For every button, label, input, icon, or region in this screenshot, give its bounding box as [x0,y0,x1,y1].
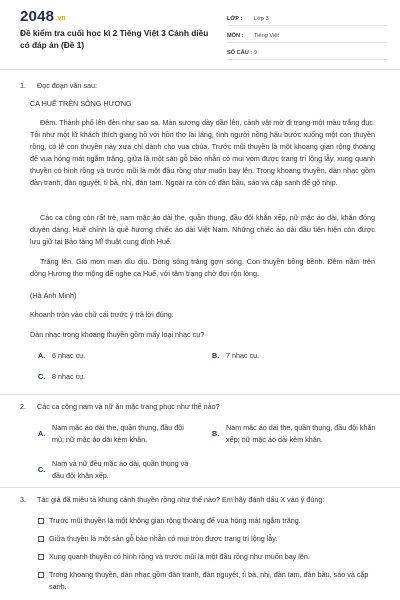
meta-row-class [227,12,387,26]
option-c[interactable] [38,458,192,482]
option-b[interactable] [212,422,386,446]
checkbox-label: Giữa thuyền là một sàn gỗ bào nhẵn có mui tròn được trang trí lộng lẫy. [49,534,278,543]
meta-value: Tiếng Việt [254,32,279,39]
passage-paragraph-2: Các ca công còn rất trẻ, nam mặc áo dài the, quần thụng, đầu đội khăn xếp, nữ mặc áo dài, khăn đóng duyên dáng. Huế chính là quê hương chiếc áo dài Việt Nam. Những chiếc áo dài đầu tiên hiện còn được lưu giữ tại Bảo tàng Mĩ thuật cung đình Huế. [30,213,375,246]
option-letter: B. [212,351,220,360]
question-number: 3. [20,495,26,504]
option-text: 8 nhạc cụ. [52,372,86,381]
meta-label: SỐ CÂU : [227,49,253,56]
question-prompt: Tác giả đã miêu tả khung cảnh thuyền rồng như thế nào? Em hãy đánh dấu X vào ý đúng: [37,495,325,504]
option-letter: A. [38,429,46,438]
checkbox-label: Trước mũi thuyền là một không gian rộng thoáng để vua hóng mát ngắm trăng. [49,516,301,525]
logo-suffix: .vn [55,15,66,22]
passage-paragraph-3: Trăng lên. Gió mơn man dìu dịu. Dòng sông trăng gợn sóng. Con thuyền bồng bềnh. Đêm nằm trên dòng Hương thơ mộng để nghe ca Huế, với tâm trạng chờ đợi rộn lòng. [30,257,375,278]
option-text: Nam và nữ đều mặc áo dài, quần thụng và đầu đội khăn xếp. [52,459,189,480]
checkbox[interactable] [38,518,44,524]
question-number: 2. [20,402,26,411]
checkbox-option-4[interactable] [38,569,378,593]
option-text: Nam mặc áo dài the, quần thụng, đầu đội khăn xếp; nữ mặc áo dài kèm khăn. [226,423,376,444]
meta-row-subject [227,29,387,43]
checkbox-option-1[interactable] [38,515,378,527]
question-prompt: Các ca công nam và nữ ăn mặc trang phục như thế nào? [37,402,220,411]
header [0,0,400,70]
meta-label: LỚP : [227,15,243,22]
checkbox-option-2[interactable] [38,533,378,545]
meta-label: MÔN : [227,32,244,39]
option-c[interactable] [38,371,202,383]
passage-title: CA HUẾ TRÊN SÔNG HƯƠNG [30,99,132,108]
option-b[interactable] [212,350,376,362]
option-text: Nam mặc áo dài the, quần thụng, đầu đội mũ; nữ mặc áo dài kèm khăn. [52,423,184,444]
option-text: 6 nhạc cụ. [52,351,86,360]
option-a[interactable] [38,422,192,446]
passage-paragraph-1: Đêm. Thành phố lên đèn như sao sa. Màn sương dày dần lên, cảnh vật mờ đi trong một màu trắng đục. Tôi như một lữ khách thích giang hồ với hồn thơ lai láng, tình người nồng hậu bước xuống một con thuyền rồng, có lẽ con thuyền này xưa chỉ dành cho vua chúa. Trước mũi thuyền là một khoang gian rộng thoáng để vua hóng mát ngắm trăng, giữa là một sàn gỗ bào nhẵn có mui vòm được trang trí lộng lẫy, xung quanh thuyền có hình rồng và trước mũi là một đầu rồng như muốn bay lên. Trong khoang thuyền, dàn nhạc gồm đàn tranh, đàn nguyệt, tì bà, nhị, đàn tam. Ngoài ra còn có đàn bầu, sáo và cặp sanh để gõ nhịp. [30,118,375,187]
checkbox-label: Trong khoang thuyền, dàn nhạc gồm đàn tranh, đàn nguyệt, tì bà, nhị, đàn tam, đàn bầu, sáo và cặp sanh. [49,570,369,591]
section-divider [0,394,400,395]
checkbox-option-3[interactable] [38,551,378,563]
meta-row-count [227,46,387,60]
question-prompt: Đọc đoạn văn sau: [37,81,97,90]
meta-value: 9 [254,49,258,56]
question-instruction: Khoanh tròn vào chữ cái trước ý trả lời đúng: [30,310,174,319]
option-letter: C. [38,372,46,381]
passage-author: (Hà Ánh Minh) [30,291,77,300]
option-letter: A. [38,351,46,360]
option-letter: B. [212,429,220,438]
section-divider [0,487,400,488]
logo-main: 2048 [20,8,55,25]
question-number: 1. [20,81,26,90]
document-meta [227,12,387,63]
checkbox[interactable] [38,536,44,542]
site-logo[interactable] [20,8,66,25]
meta-value: Lớp 3 [254,15,269,22]
option-text: 7 nhạc cụ. [226,351,260,360]
option-letter: C. [38,465,46,474]
checkbox[interactable] [38,554,44,560]
document-title: Đề kiểm tra cuối học kì 2 Tiếng Việt 3 Cánh diều có đáp án (Đề 1) [20,28,209,50]
sub-question: Dàn nhạc trong khoang thuyền gồm mấy loại nhạc cụ? [30,330,205,339]
checkbox-label: Xung quanh thuyền có hình rồng và trước mũi là một đầu rồng như muốn bay lên. [49,552,310,561]
checkbox[interactable] [38,572,44,578]
option-a[interactable] [38,350,202,362]
